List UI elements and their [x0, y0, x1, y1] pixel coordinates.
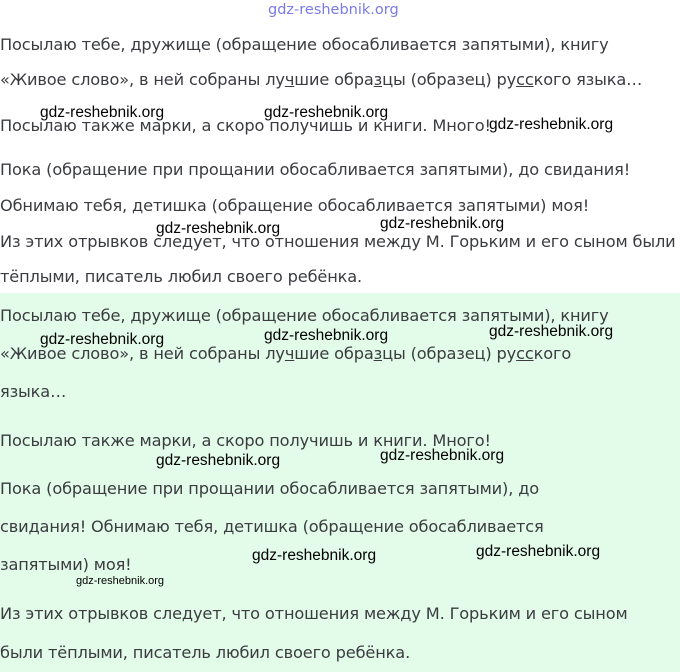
s1-line-6: Из этих отрывков следует, что отношения между М. Горьким и его сыном были [0, 232, 676, 251]
watermark: gdz-reshebnik.org [40, 104, 165, 121]
watermark: gdz-reshebnik.org [476, 543, 601, 560]
watermark: gdz-reshebnik.org [489, 323, 614, 340]
header-watermark: gdz-reshebnik.org [268, 2, 399, 18]
s2-line-6: свидания! Обнимаю тебя, детишка (обращение обосабливается [0, 517, 544, 536]
watermark: gdz-reshebnik.org [380, 447, 505, 464]
watermark: gdz-reshebnik.org [264, 104, 389, 121]
s1-line-1: Посылаю тебе, дружище (обращение обосабливается запятыми), книгу [0, 35, 609, 54]
s2-line-1: Посылаю тебе, дружище (обращение обосабливается запятыми), книгу [0, 306, 609, 325]
s1-line-5: Обнимаю тебя, детишка (обращение обосабливается запятыми) моя! [0, 196, 590, 215]
watermark-small: gdz-reshebnik.org [76, 575, 165, 587]
watermark: gdz-reshebnik.org [489, 116, 614, 133]
s1-line-2: «Живое слово», в ней собраны лучшие образцы (образец) русского языка… [0, 70, 643, 89]
watermark: gdz-reshebnik.org [156, 220, 281, 237]
watermark: gdz-reshebnik.org [156, 452, 281, 469]
watermark: gdz-reshebnik.org [252, 547, 377, 564]
s2-line-9: были тёплыми, писатель любил своего ребёнка. [0, 643, 411, 662]
watermark: gdz-reshebnik.org [264, 327, 389, 344]
s2-line-7: запятыми) моя! [0, 555, 132, 574]
s1-line-7: тёплыми, писатель любил своего ребёнка. [0, 267, 363, 286]
s2-line-2: «Живое слово», в ней собраны лучшие образцы (образец) русского [0, 344, 572, 363]
watermark: gdz-reshebnik.org [380, 215, 505, 232]
s2-line-4: Посылаю также марки, а скоро получишь и книги. Много! [0, 431, 491, 450]
s2-line-8: Из этих отрывков следует, что отношения между М. Горьким и его сыном [0, 604, 628, 623]
s1-line-4: Пока (обращение при прощании обосабливается запятыми), до свидания! [0, 160, 631, 179]
s2-line-5: Пока (обращение при прощании обосабливается запятыми), до [0, 479, 539, 498]
s2-line-3: языка… [0, 382, 67, 401]
s1-line-3: Посылаю также марки, а скоро получишь и книги. Много! [0, 116, 491, 135]
watermark: gdz-reshebnik.org [40, 331, 165, 348]
